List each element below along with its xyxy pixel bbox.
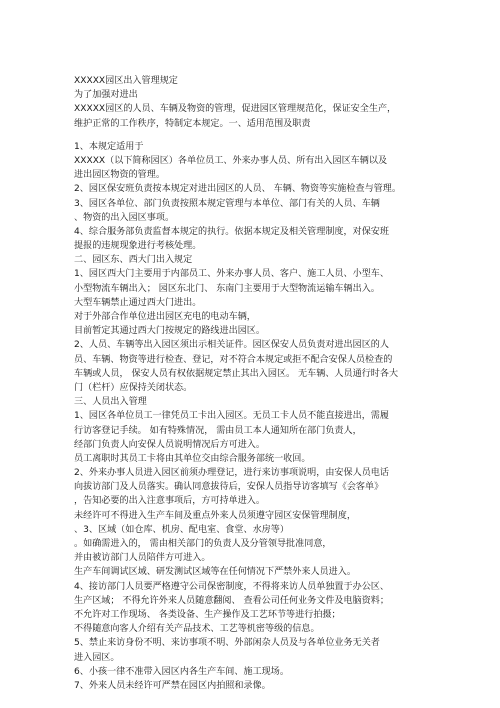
- paragraph-line: 生产区域； 不得允许外来人员随意翻阅、 查看公司任何业务文件及电脑资料；: [74, 595, 389, 606]
- paragraph-line: 4、接访部门人员要严格遵守公司保密制度，不得将来访人员单独置于办公区、: [74, 581, 389, 592]
- paragraph-line: 车辆或人员， 保安人员有权依据规定禁止其出入园区。 无车辆、人员通行时各大: [74, 368, 399, 379]
- paragraph-line: 7、外来人员未经许可严禁在园区内拍照和录像。: [74, 680, 271, 691]
- paragraph-line: 进入园区。: [74, 652, 120, 663]
- paragraph-line: 1、本规定适用于: [74, 141, 144, 152]
- paragraph-line: 未经许可不得进入生产车间及重点外来人员须遵守园区安保管理制度，: [74, 510, 356, 521]
- paragraph-line: XXXXX（以下简称园区）各单位员工、外来办事人员、所有出入园区车辆以及: [74, 155, 388, 166]
- paragraph-line: 并由被访部门人员陪伴方可进入。: [74, 553, 211, 564]
- paragraph-line: 不得随意向客人介绍有关产品技术、工艺等机密等级的信息。: [74, 624, 320, 635]
- paragraph-line: ，告知必要的出入注意事项后，方可持单进入。: [74, 496, 265, 507]
- paragraph-line: XXXXX园区的人员、车辆及物资的管理，促进园区管理规范化，保证安全生产，: [74, 104, 397, 115]
- paragraph-line: 、物资的出入园区事项。: [74, 212, 175, 223]
- section-heading: 二、园区东、西大门出入规定: [74, 255, 193, 266]
- section-heading: 三、人员出入管理: [74, 397, 147, 408]
- paragraph-line: 员、车辆、物资等进行检查、登记，对不符合本规定或拒不配合安保人员检查的: [74, 354, 393, 365]
- paragraph-line: 向拔访部门及人员落实。确认同意拔待后，安保人员指导访客填写《会客单》: [74, 482, 384, 493]
- paragraph-line: 对于外部合作单位进出园区充电的电动车辆，: [74, 312, 256, 322]
- paragraph-line: 员工离职时其员工卡将由其单位交由综合服务部统一收回。: [74, 453, 311, 464]
- paragraph-line: 小型物流车辆出入； 园区东北门、 东南门主要用于大型物流运输车辆出入。: [74, 283, 380, 294]
- paragraph-line: 2、园区保安班负责按本规定对进出园区的人员、 车辆、物资等实施检查与管理。: [74, 184, 401, 195]
- paragraph-line: 为了加强对进出: [74, 90, 138, 101]
- paragraph-line: 门（栏杆）应保持关闭状态。: [74, 382, 193, 393]
- paragraph-line: 。如确需进入的， 需由相关部门的负责人及分管领导批准同意，: [74, 539, 332, 549]
- paragraph-line: 生产车间调试区域、研发测试区域等在任何情况下严禁外来人员进入。: [74, 567, 356, 578]
- paragraph-line: 1、园区各单位员工一律凭员工卡出入园区。无员工卡人员不能直接进出，需履: [74, 411, 389, 422]
- paragraph-line: 维护正常的工作秩序，特制定本规定。一、适用范围及职责: [74, 118, 311, 129]
- paragraph-line: 3、园区各单位、部门负责按照本规定管理与本单位、部门有关的人员、车辆: [74, 198, 380, 209]
- paragraph-line: 不允许对工作现场、 各类设备、生产操作及工艺环节等进行拍摄；: [74, 609, 341, 620]
- paragraph-line: 提报的违规现象进行考核处理。: [74, 241, 202, 252]
- paragraph-line: 行访客登记手续。 如有特殊情况， 需由员工本人通知所在部门负责人，: [74, 425, 362, 436]
- paragraph-gap: [74, 131, 434, 140]
- paragraph-line: 进出园区物资的管理。: [74, 170, 165, 181]
- paragraph-line: 大型车辆禁止通过西大门进出。: [74, 297, 202, 308]
- paragraph-line: 1、园区西大门主要用于内部员工、外来办事人员、客户、施工人员、小型车、: [74, 269, 389, 280]
- paragraph-line: 6、小孩一律不准带入园区内各生产车间、施工现场。: [74, 666, 289, 677]
- paragraph-line: 、3、区域（如仓库、机房、配电室、食堂、水房等）: [74, 524, 289, 535]
- paragraph-line: 目前暂定其通过西大门按规定的路线进出园区。: [74, 326, 265, 337]
- document-title: XXXXX园区出入管理规定: [74, 76, 178, 86]
- paragraph-line: 2、人员、车辆等出入园区须出示相关证件。园区保安人员负责对进出园区的人: [74, 340, 389, 351]
- document-body: [74, 74, 434, 693]
- paragraph-line: 经部门负责人向安保人员说明情况后方可进入。: [74, 439, 265, 450]
- paragraph-line: 4、综合服务部负责监督本规定的执行。依据本规定及相关管理制度，对保安班: [74, 226, 389, 237]
- paragraph-line: 5、禁止来访身份不明、来访事项不明、外部闲杂人员及与各单位业务无关者: [74, 638, 380, 649]
- paragraph-line: 2、外来办事人员进入园区前须办理登记，进行来访事项说明，由安保人员电话: [74, 468, 389, 479]
